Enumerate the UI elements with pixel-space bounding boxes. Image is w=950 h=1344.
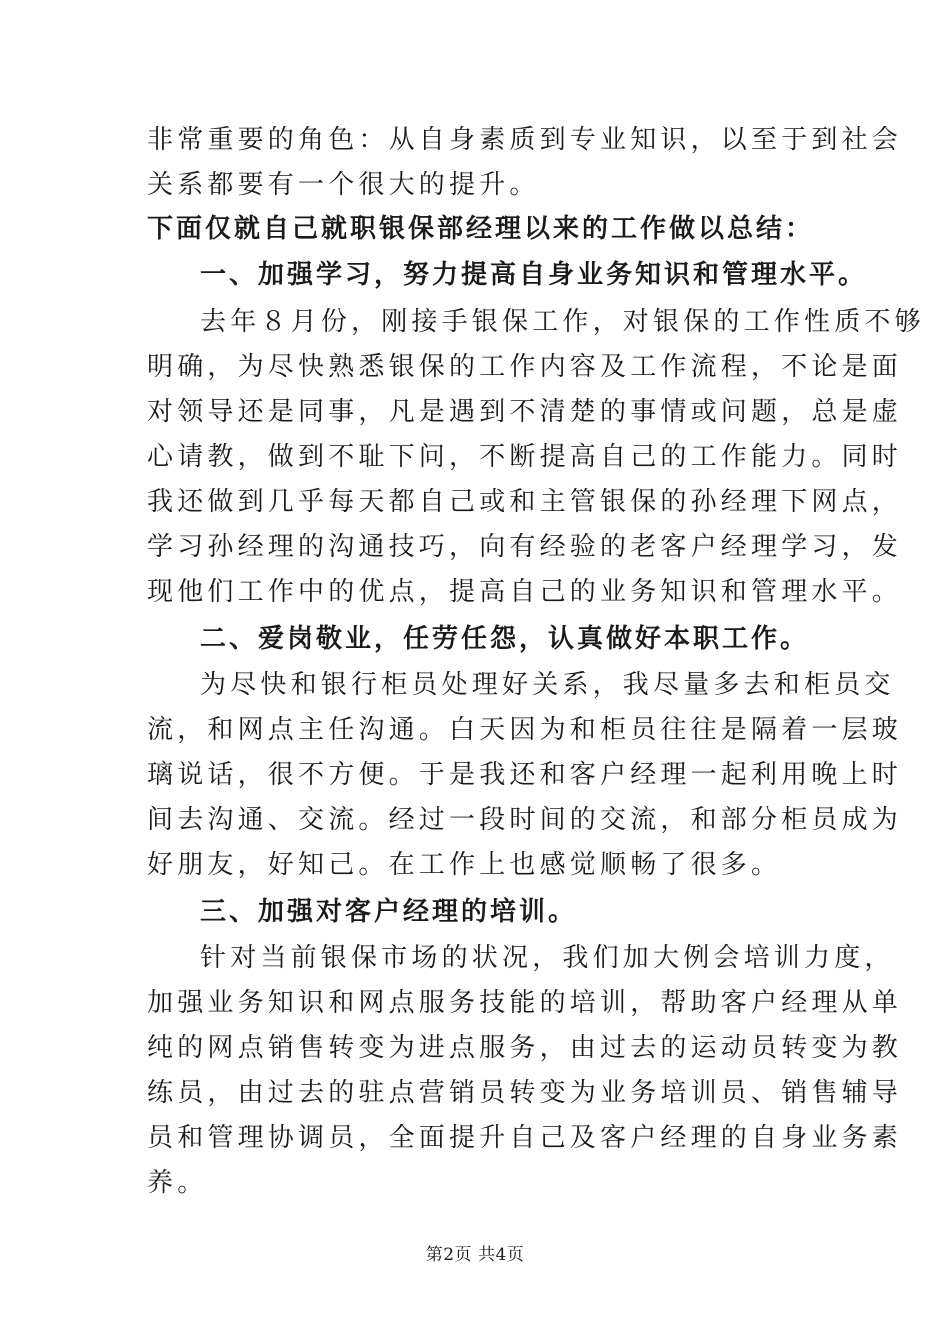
body-text-line: 为尽快和银行柜员处理好关系，我尽量多去和柜员交	[200, 670, 895, 700]
body-text-line: 加强业务知识和网点服务技能的培训，帮助客户经理从单	[147, 988, 903, 1018]
body-text-line: 现他们工作中的优点，提高自己的业务知识和管理水平。	[147, 577, 903, 607]
body-text-line: 明确，为尽快熟悉银保的工作内容及工作流程，不论是面	[147, 352, 903, 382]
page-number-footer: 第2页 共4页	[425, 1245, 525, 1265]
section-heading-2: 二、爱岗敬业，任劳任怨，认真做好本职工作。	[200, 624, 810, 654]
body-text-line: 纯的网点销售转变为进点服务，由过去的运动员转变为教	[147, 1033, 903, 1063]
body-text-line: 我还做到几乎每天都自己或和主管银保的孙经理下网点，	[147, 487, 903, 517]
body-text-line: 对领导还是同事，凡是遇到不清楚的事情或问题，总是虚	[147, 397, 903, 427]
body-text-line: 员和管理协调员，全面提升自己及客户经理的自身业务素	[147, 1123, 903, 1153]
body-text-line: 间去沟通、交流。经过一段时间的交流，和部分柜员成为	[147, 805, 903, 835]
body-text-line: 好朋友，好知己。在工作上也感觉顺畅了很多。	[147, 850, 782, 880]
body-text-line: 练员，由过去的驻点营销员转变为业务培训员、销售辅导	[147, 1078, 903, 1108]
body-text-line: 学习孙经理的沟通技巧，向有经验的老客户经理学习，发	[147, 532, 903, 562]
body-text-line: 针对当前银保市场的状况，我们加大例会培训力度，	[200, 943, 895, 973]
body-text-line: 养。	[147, 1168, 208, 1198]
body-text-line: 流，和网点主任沟通。白天因为和柜员往往是隔着一层玻	[147, 715, 903, 745]
section-heading-3: 三、加强对客户经理的培训。	[200, 897, 578, 927]
body-text-line: 关系都要有一个很大的提升。	[147, 170, 540, 200]
body-text-line: 非常重要的角色：从自身素质到专业知识，以至于到社会	[147, 125, 903, 155]
section-heading-1: 一、加强学习，努力提高自身业务知识和管理水平。	[200, 260, 868, 290]
body-text-line: 心请教，做到不耻下问，不断提高自己的工作能力。同时	[147, 442, 903, 472]
body-text-line: 去年８月份，刚接手银保工作，对银保的工作性质不够	[200, 307, 925, 337]
body-text-line: 璃说话，很不方便。于是我还和客户经理一起利用晚上时	[147, 760, 903, 790]
summary-intro-heading: 下面仅就自己就职银保部经理以来的工作做以总结：	[147, 214, 815, 244]
